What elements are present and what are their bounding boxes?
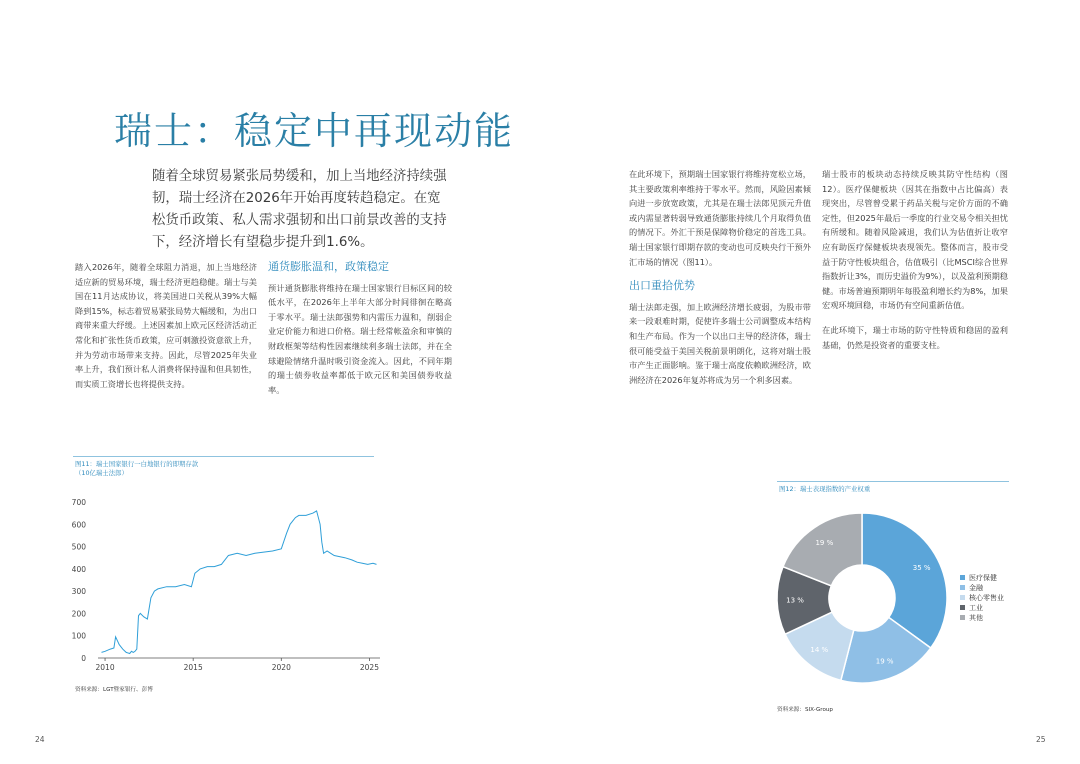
legend-swatch: [960, 575, 965, 580]
page-number-left: 24: [35, 735, 45, 744]
body-paragraph: 踏入2026年，随着全球阻力消退，加上当地经济适应新的贸易环境，瑞士经济更趋稳健。瑞士与美国在11月达成协议，将美国进口关税从39%大幅降到15%，标志着贸易紧张局势大幅缓和，为出口商带来重大纾缓。上述因素加上欧元区经济活动正常化和扩张性货币政策，应可刺激投资意欲上升，并为劳动市场带来支持。因此，尽管2025年失业率上升，我们预计私人消费将保持温和但具韧性，而实质工资增长也将提供支持。: [75, 262, 257, 389]
slice-label: 19 %: [815, 539, 834, 548]
x-tick-label: 2010: [95, 663, 115, 672]
figure-11-unit: （10亿瑞士法郎）: [75, 469, 128, 477]
body-column-2: [268, 260, 452, 397]
figure-rule: [73, 456, 374, 457]
figure-11-source: 资料来源：LGT暨家银行、彭博: [75, 687, 153, 693]
figure-12-donut-chart: [770, 505, 1020, 695]
page-title: 瑞士：稳定中再现动能: [114, 109, 515, 153]
slice-label: 35 %: [912, 564, 931, 573]
y-tick-label: 0: [81, 654, 86, 663]
body-paragraph: 预计通货膨胀将维持在瑞士国家银行目标区间的较低水平，在2026年上半年大部分时间徘徊在略高于零水平。瑞士法郎强势和内需压力温和，削弱企业定价能力和进口价格。瑞士经常帐盈余和审慎的财政框架等结构性因素继续利多瑞士法郎，并在全球避险情绪升温时吸引资金流入。因此，不同年期的瑞士债券收益率都低于欧元区和美国债券收益率。: [268, 282, 452, 395]
figure-12-source: 资料来源：SIX-Group: [777, 707, 833, 713]
legend-swatch: [960, 595, 965, 600]
slice-label: 13 %: [786, 596, 804, 605]
body-paragraph: 瑞士股市的板块动态持续反映其防守性结构（图12）。医疗保健板块（因其在指数中占比偏高）表现突出，尽管曾受累于药品关税与定价方面的不确定性，但2025年最后一季度的行业交易令相关担忧有所缓和。随着风险减退，我们认为估值折让收窄应有助医疗保健板块表现领先。整体而言，股市受益于防守性板块组合，估值吸引（比MSCI综合世界指数折让3%，而历史溢价为9%），以及盈利预期稳健。市场普遍预期明年每股盈利增长约为8%，加果宏观环境回稳，市场仍有空间重新估值。: [822, 169, 1008, 311]
y-tick-label: 500: [71, 542, 86, 552]
y-tick-label: 700: [71, 498, 86, 507]
legend-label: 医疗保健: [969, 574, 997, 582]
figure-11-title: 图11：瑞士国家银行一白地银行的即期存款: [75, 460, 199, 468]
section-heading: 出口重拾优势: [629, 279, 695, 293]
slice-label: 19 %: [875, 657, 894, 666]
body-column-4: [822, 167, 1008, 362]
x-tick-label: 2015: [183, 663, 203, 672]
figure-rule: [777, 481, 1009, 482]
figure-11-line-chart: [60, 490, 390, 680]
lead-paragraph: 随着全球贸易紧张局势缓和，加上当地经济持续强韧，瑞士经济在2026年开始再度转趋稳定。在宽松货币政策、私人需求强韧和出口前景改善的支持下，经济增长有望稳步提升到1.6%。: [152, 169, 447, 250]
y-tick-label: 100: [71, 631, 86, 641]
x-tick-label: 2020: [271, 663, 291, 672]
legend-swatch: [960, 615, 965, 620]
body-paragraph: 在此环境下，预期瑞士国家银行将维持宽松立场，其主要政策利率维持于零水平。然而，风险因素倾向进一步放宽政策，尤其是在瑞士法郎见顶元升值或内需显著转弱导致通货膨胀持续几个月取得负值的情况下。外汇干预是保障物价稳定的首选工具。瑞士国家银行即期存款的变动也可反映央行干预外汇市场的情况（图11）。: [629, 169, 811, 267]
series-line: [102, 511, 377, 654]
section-heading: 通货膨胀温和，政策稳定: [268, 260, 389, 273]
body-column-3: [629, 167, 811, 387]
legend-label: 金融: [969, 584, 983, 592]
legend-label: 其他: [969, 614, 983, 622]
body-paragraph: 瑞士法郎走强，加上欧洲经济增长疲弱，为股市带来一段艰难时期，促使许多瑞士公司调整成本结构和生产布局。作为一个以出口主导的经济体，瑞士很可能受益于美国关税前景明朗化，这将对瑞士股市产生正面影响。鉴于瑞士高度依赖欧洲经济，欧洲经济在2026年复苏将成为另一个利多因素。: [629, 301, 811, 385]
page-number-right: 25: [1036, 735, 1046, 744]
slice-label: 14 %: [810, 646, 829, 655]
figure-12-title: 图12：瑞士表现指数的产业权重: [779, 485, 871, 493]
y-tick-label: 400: [71, 564, 86, 574]
x-tick-label: 2025: [359, 663, 379, 672]
legend-label: 核心零售业: [969, 594, 1004, 602]
y-tick-label: 200: [71, 609, 86, 619]
legend-label: 工业: [969, 604, 983, 612]
y-tick-label: 600: [71, 520, 86, 530]
body-paragraph: 在此环境下，瑞士市场的防守性特质和稳固的盈利基础，仍然是投资者的重要支柱。: [822, 324, 1008, 350]
legend-swatch: [960, 605, 965, 610]
legend-swatch: [960, 585, 965, 590]
body-column-1: [75, 260, 257, 391]
y-tick-label: 300: [71, 587, 86, 597]
